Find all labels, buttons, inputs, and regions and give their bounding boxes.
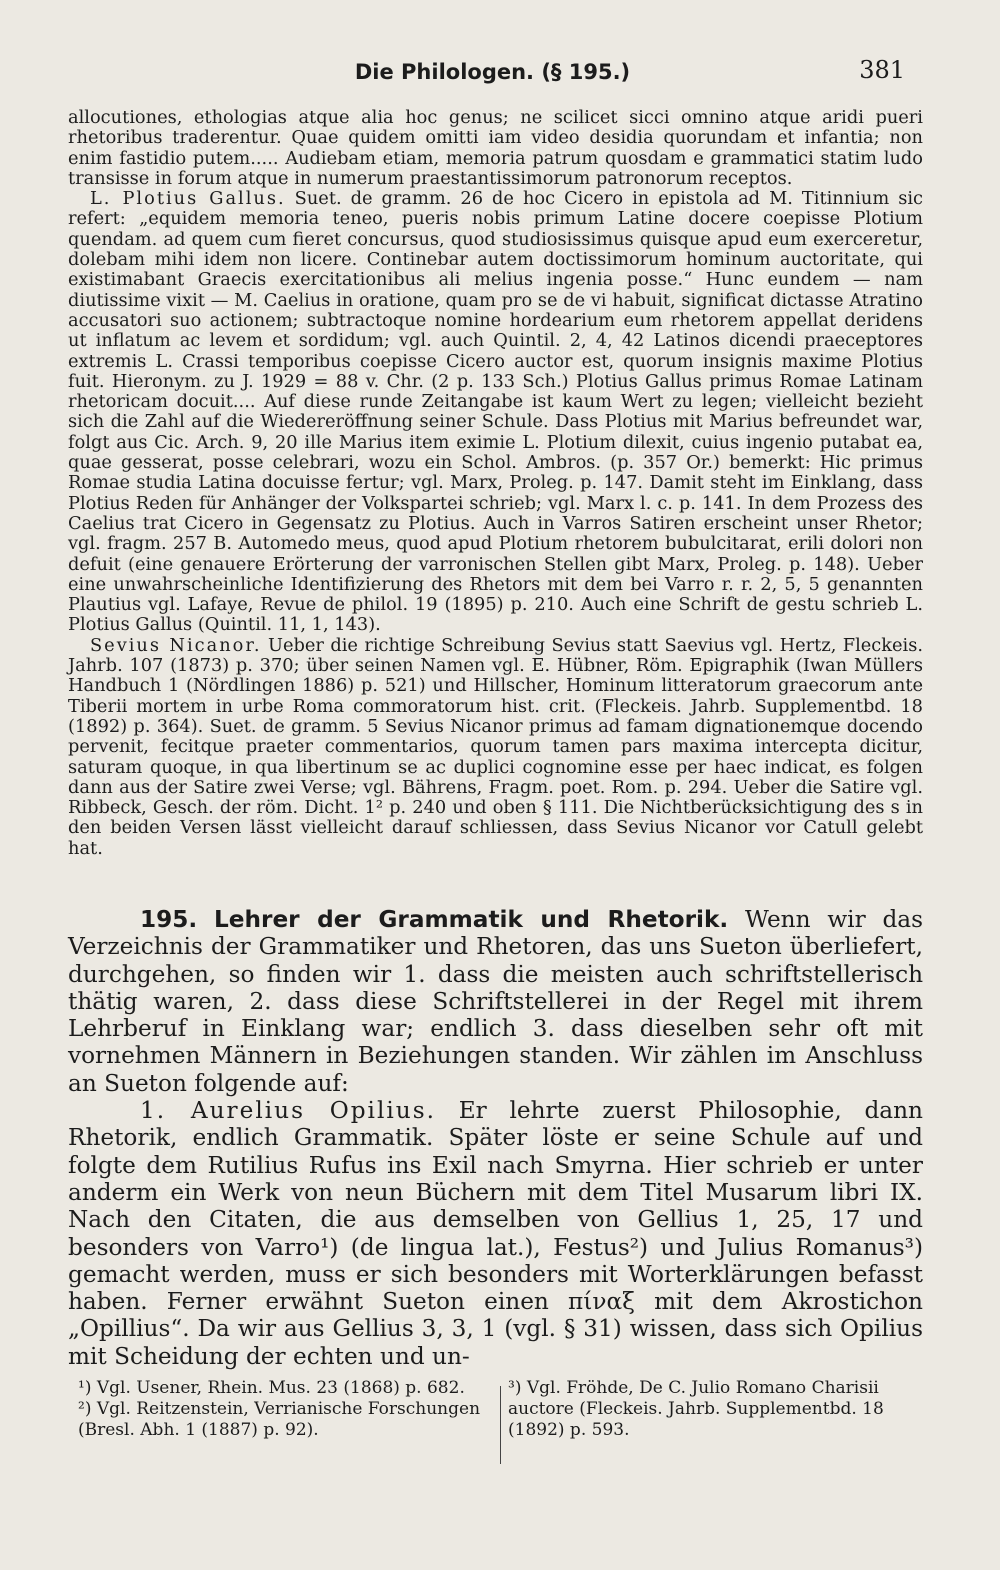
section-intro: Wenn wir das Verzeichnis der Grammatiker und Rhetoren, das uns Sueton überliefert, durchgehen, so finden wir 1. dass die meisten auch schriftstellerisch thätig waren, 2. dass diese Schriftstellerei in der Regel mit ihrem Lehrberuf in Einklang war; endlich 3. dass dieselben sehr oft mit vornehmen Männern in Beziehungen standen. Wir zählen im Anschluss an Sueton folgende auf: xyxy=(68,906,924,1097)
entry-text-opilius: Er lehrte zuerst Philosophie, dann Rhetorik, endlich Grammatik. Später löste er seine Schule auf und folgte dem Rutilius Rufus ins Exil nach Smyrna. Hier schrieb er unter anderm ein Werk von neun Büchern mit dem Titel Musarum libri IX. Nach den Citaten, die aus demselben von Gellius 1, 25, 17 und besonders von Varro¹) (de lingua lat.), Festus²) und Julius Romanus³) gemacht werden, muss er sich besonders mit Worterklärungen befasst haben. Ferner erwähnt Sueton einen πίναξ mit dem Akrostichon „Opillius“. Da wir aus Gellius 3, 3, 1 (vgl. § 31) wissen, dass sich Opilius mit Scheidung der echten und un- xyxy=(68,1097,923,1370)
entry-name-plotius: L. Plotius Gallus. xyxy=(90,188,286,210)
footnote-1: ¹) Vgl. Usener, Rhein. Mus. 23 (1868) p. 682. xyxy=(78,1378,465,1398)
paragraph-continuation: allocutiones, ethologias atque alia hoc genus; ne scilicet sicci omnino atque aridi pueri rhetoribus traderentur. Quae quidem omitti iam video desidia quorundam et infantia; non enim fastidio putem..... Audiebam etiam, memoria patrum quosdam e grammatici statim ludo transisse in forum atque in numerum praestantissimorum patronorum receptos. xyxy=(68,107,923,189)
footnote-3: ³) Vgl. Fröhde, De C. Julio Romano Charisii auctore (Fleckeis. Jahrb. Supplementbd. 18 (1892) p. 593. xyxy=(508,1378,884,1440)
footnote-divider xyxy=(500,1386,501,1464)
footnotes-right-column xyxy=(508,1378,913,1441)
footnote-2: ²) Vgl. Reitzenstein, Verrianische Forschungen (Bresl. Abh. 1 (1887) p. 92). xyxy=(78,1399,481,1440)
page-number: 381 xyxy=(859,56,905,84)
main-text-block xyxy=(68,906,923,1370)
small-print-block xyxy=(68,108,923,859)
paragraph-plotius xyxy=(68,189,923,636)
entry-name-sevius: Sevius Nicanor. xyxy=(90,634,262,656)
paragraph-opilius xyxy=(68,1097,923,1370)
entry-text-sevius: Ueber die richtige Schreibung Sevius statt Saevius vgl. Hertz, Fleckeis. Jahrb. 107 (1873) p. 370; über seinen Namen vgl. E. Hübner, Röm. Epigraphik (Iwan Müllers Handbuch 1 (Nördlingen 1886) p. 521) und Hillscher, Hominum litteratorum graecorum ante Tiberii mortem in urbe Roma commoratorum hist. crit. (Fleckeis. Jahrb. Supplementbd. 18 (1892) p. 364). Suet. de gramm. 5 Sevius Nicanor primus ad famam dignationemque docendo pervenit, fecitque praeter commentarios, quorum tamen pars maxima intercepta dicitur, saturam quoque, in qua libertinum se ac duplici cognomine esse per haec indicat, es folgen dann aus der Satire zwei Verse; vgl. Bährens, Fragm. poet. Rom. p. 294. Ueber die Satire vgl. Ribbeck, Gesch. der röm. Dicht. 1² p. 240 und oben § 111. Die Nichtberücksichtigung des s in den beiden Versen lässt vielleicht darauf schliessen, dass Sevius Nicanor vor Catull gelebt hat. xyxy=(68,634,924,859)
running-header xyxy=(80,52,905,92)
footnotes-left-column xyxy=(78,1378,483,1441)
section-number: 195. xyxy=(140,906,198,933)
section-heading: Lehrer der Grammatik und Rhetorik. xyxy=(214,906,729,933)
paragraph-sevius xyxy=(68,636,923,859)
running-title: Die Philologen. (§ 195.) xyxy=(354,60,631,84)
section-paragraph xyxy=(68,906,923,1097)
entry-text-plotius: Suet. de gramm. 26 de hoc Cicero in epistola ad M. Titinnium sic refert: „equidem memoria teneo, pueris nobis primum Latine docere coepisse Plotium quendam. ad quem cum fieret concursus, quod studiosissimus quisque apud eum exerceretur, dolebam mihi idem non licere. Continebar autem doctissimorum hominum auctoritate, qui existimabant Graecis exercitationibus ali melius ingenia posse.“ Hunc eundem — nam diutissime vixit — M. Caelius in oratione, quam pro se de vi habuit, significat dictasse Atratino accusatori suo actionem; subtractoque nomine hordearium eum rhetorem appellat deridens ut inflatum ac levem et sordidum; vgl. auch Quintil. 2, 4, 42 Latinos dicendi praeceptores extremis L. Crassi temporibus coepisse Cicero auctor est, quorum insignis maxime Plotius fuit. Hieronym. zu J. 1929 = 88 v. Chr. (2 p. 133 Sch.) Plotius Gallus primus Romae Latinam rhetoricam docuit.... Auf diese runde Zeitangabe ist kaum Wert zu legen; vielleicht bezieht sich die Zahl auf die Wiedereröffnung seiner Schule. Dass Plotius mit Marius befreundet war, folgt aus Cic. Arch. 9, 20 ille Marius item eximie L. Plotium dilexit, cuius ingenio putabat ea, quae gesserat, posse celebrari, wozu ein Schol. Ambros. (p. 357 Or.) bemerkt: Hic primus Romae studia Latina docuisse fertur; vgl. Marx, Proleg. p. 147. Damit steht im Einklang, dass Plotius Reden für Anhänger der Volkspartei schrieb; vgl. Marx l. c. p. 141. In dem Prozess des Caelius trat Cicero in Gegensatz zu Plotius. Auch in Varros Satiren erscheint unser Rhetor; vgl. fragm. 257 B. Automedo meus, quod apud Plotium rhetorem bubulcitarat, erili dolori non defuit (eine genauere Erörterung der varronischen Stellen gibt Marx, Proleg. p. 148). Ueber eine unwahrscheinliche Identifizierung des Rhetors mit dem bei Varro r. r. 2, 5, 5 genannten Plautius vgl. Lafaye, Revue de philol. 19 (1895) p. 210. Auch eine Schrift de gestu schrieb L. Plotius Gallus (Quintil. 11, 1, 143). xyxy=(68,188,923,636)
entry-name-opilius: 1. Aurelius Opilius. xyxy=(140,1097,437,1125)
